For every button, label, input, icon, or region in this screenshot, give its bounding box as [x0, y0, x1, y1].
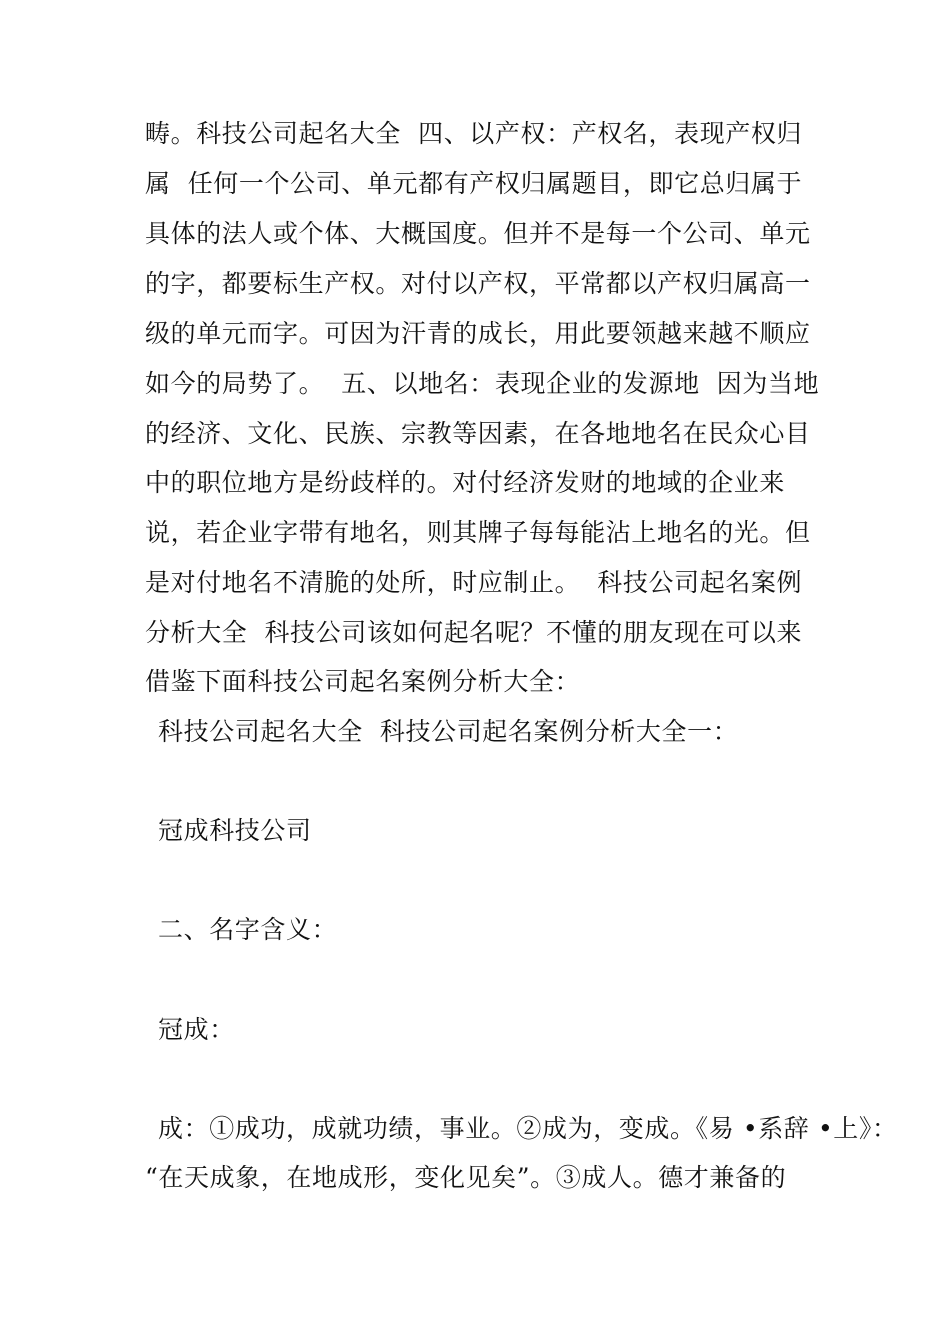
paragraph-line-7: 的经济、文化、民族、宗教等因素，在各地地名在民众心目: [145, 419, 811, 448]
section-heading-line: 科技公司起名大全 科技公司起名案例分析大全一：: [158, 717, 739, 746]
paragraph-line-5: 级的单元而字。可因为汗青的成长，用此要领越来越不顺应: [145, 319, 811, 348]
name-meaning-heading: 二、名字含义：: [158, 915, 338, 944]
paragraph-line-10: 是对付地名不清脆的处所，时应制止。 科技公司起名案例: [145, 568, 803, 597]
paragraph-line-1: 畴。科技公司起名大全 四、以产权：产权名，表现产权归: [145, 119, 803, 148]
paragraph-line-8: 中的职位地方是纷歧样的。对付经济发财的地域的企业来: [145, 468, 786, 497]
paragraph-line-3: 具体的法人或个体、大概国度。但并不是每一个公司、单元: [145, 219, 811, 248]
paragraph-line-6: 如今的局势了。 五、以地名：表现企业的发源地 因为当地: [145, 369, 820, 398]
name-term-line: 冠成：: [158, 1015, 235, 1044]
paragraph-line-11: 分析大全 科技公司该如何起名呢？不懂的朋友现在可以来: [145, 618, 803, 647]
company-name-line: 冠成科技公司: [158, 816, 312, 845]
definition-line-2: “在天成象，在地成形，变化见矣”。③成人。德才兼备的: [145, 1163, 787, 1192]
paragraph-line-9: 说，若企业字带有地名，则其牌子每每能沾上地名的光。但: [145, 518, 811, 547]
paragraph-line-4: 的字，都要标生产权。对付以产权，平常都以产权归属高一: [145, 269, 811, 298]
paragraph-line-12: 借鉴下面科技公司起名案例分析大全：: [145, 667, 581, 696]
definition-line-1: 成：①成功，成就功绩，事业。②成为，变成。《易 •系辞 •上》：: [158, 1114, 898, 1143]
paragraph-line-2: 属 任何一个公司、单元都有产权归属题目，即它总归属于: [145, 169, 803, 198]
